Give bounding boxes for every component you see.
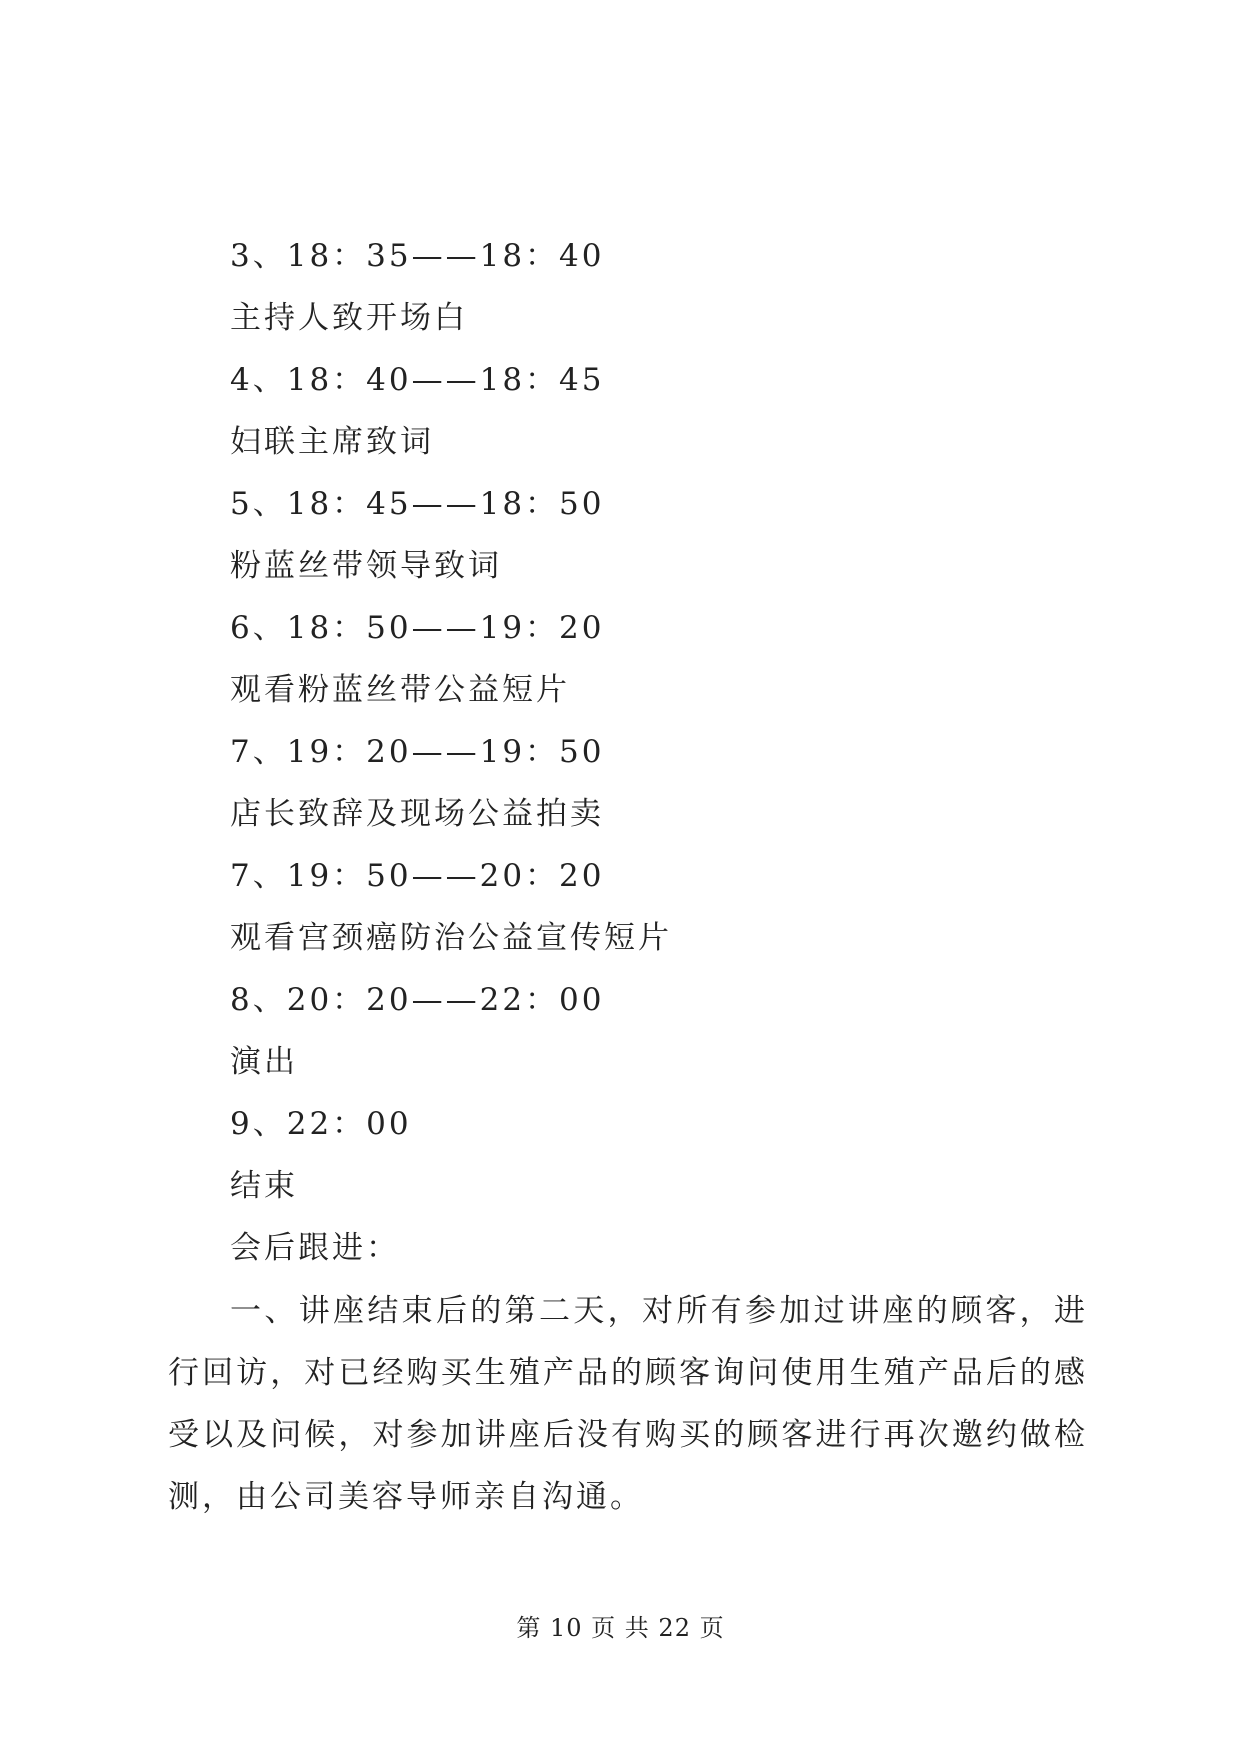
schedule-item-5: 店长致辞及现场公益拍卖: [230, 796, 604, 832]
schedule-item-7: 演出: [230, 1044, 298, 1080]
followup-heading: 会后跟进：: [230, 1230, 400, 1266]
schedule-item-8: 结束: [230, 1168, 298, 1204]
schedule-time-1: 3、18：35——18：40: [230, 238, 605, 274]
schedule-time-8: 9、22：00: [230, 1106, 412, 1142]
schedule-time-6: 7、19：50——20：20: [230, 858, 605, 894]
schedule-item-4: 观看粉蓝丝带公益短片: [230, 672, 570, 708]
schedule-time-5: 7、19：20——19：50: [230, 734, 605, 770]
schedule-time-2: 4、18：40——18：45: [230, 362, 605, 398]
schedule-time-4: 6、18：50——19：20: [230, 610, 605, 646]
schedule-item-3: 粉蓝丝带领导致词: [230, 548, 502, 584]
schedule-item-2: 妇联主席致词: [230, 424, 434, 460]
schedule-item-1: 主持人致开场白: [230, 300, 468, 336]
schedule-item-6: 观看宫颈癌防治公益宣传短片: [230, 920, 672, 956]
schedule-time-3: 5、18：45——18：50: [230, 486, 605, 522]
schedule-time-7: 8、20：20——22：00: [230, 982, 605, 1018]
followup-paragraph: 一、讲座结束后的第二天，对所有参加过讲座的顾客，进行回访，对已经购买生殖产品的顾客询问使用生殖产品后的感受以及问候，对参加讲座后没有购买的顾客进行再次邀约做检测，由公司美容导师亲自沟通。: [168, 1293, 1088, 1515]
page-number-footer: 第 10 页 共 22 页: [516, 1614, 725, 1642]
